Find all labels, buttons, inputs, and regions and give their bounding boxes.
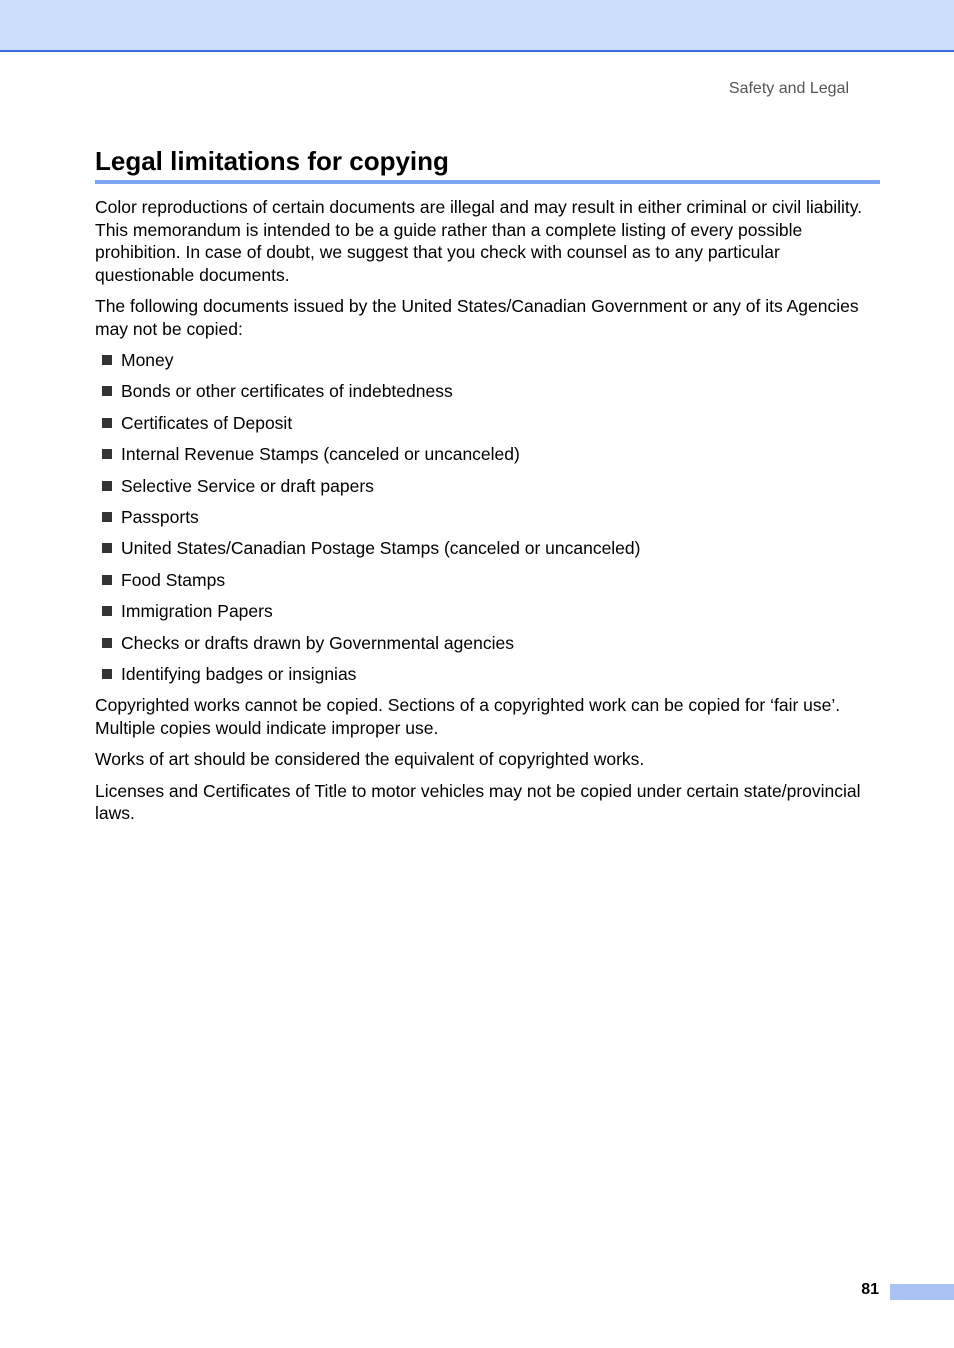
page-content xyxy=(95,196,880,834)
list-item-text: Checks or drafts drawn by Governmental agencies xyxy=(121,632,514,653)
square-bullet-icon xyxy=(102,512,112,522)
square-bullet-icon xyxy=(102,638,112,648)
list-item-text: Immigration Papers xyxy=(121,601,273,622)
square-bullet-icon xyxy=(102,481,112,491)
header-band xyxy=(0,0,954,52)
list-item xyxy=(95,600,880,623)
title-rule xyxy=(95,180,880,184)
square-bullet-icon xyxy=(102,386,112,396)
square-bullet-icon xyxy=(102,355,112,365)
running-header: Safety and Legal xyxy=(728,80,849,97)
list-item-text: Identifying badges or insignias xyxy=(121,663,357,684)
page-number: 81 xyxy=(861,1281,879,1298)
list-item xyxy=(95,569,880,592)
list-item xyxy=(95,412,880,435)
section-title: Legal limitations for copying xyxy=(95,146,449,176)
list-item xyxy=(95,443,880,466)
square-bullet-icon xyxy=(102,418,112,428)
list-item xyxy=(95,380,880,403)
square-bullet-icon xyxy=(102,669,112,679)
list-item xyxy=(95,632,880,655)
list-item xyxy=(95,506,880,529)
square-bullet-icon xyxy=(102,543,112,553)
list-item xyxy=(95,349,880,372)
list-item-text: Selective Service or draft papers xyxy=(121,475,374,496)
list-item xyxy=(95,475,880,498)
list-item-text: Passports xyxy=(121,506,199,527)
prohibited-documents-list xyxy=(95,349,880,685)
list-item xyxy=(95,663,880,686)
list-item-text: Food Stamps xyxy=(121,569,226,590)
intro-paragraph: Color reproductions of certain documents are illegal and may result in either criminal or civil liability. This memorandum is intended to be a guide rather than a complete listing of every possible prohibition. In case of doubt, we suggest that you check with counsel as to any particular questionable documents. xyxy=(95,197,863,285)
list-item-text: Certificates of Deposit xyxy=(121,412,293,433)
square-bullet-icon xyxy=(102,606,112,616)
licenses-paragraph: Licenses and Certificates of Title to motor vehicles may not be copied under certain state/provincial laws. xyxy=(95,780,861,824)
copyright-paragraph: Copyrighted works cannot be copied. Sections of a copyrighted work can be copied for ‘fair use’. Multiple copies would indicate improper use. xyxy=(95,695,841,738)
list-item-text: Bonds or other certificates of indebtedness xyxy=(121,381,453,402)
list-item xyxy=(95,537,880,560)
list-item-text: Internal Revenue Stamps (canceled or uncanceled) xyxy=(121,444,520,465)
art-paragraph: Works of art should be considered the equivalent of copyrighted works. xyxy=(95,749,645,770)
list-item-text: United States/Canadian Postage Stamps (canceled or uncanceled) xyxy=(121,538,641,559)
page-tab-marker xyxy=(890,1284,954,1300)
square-bullet-icon xyxy=(102,575,112,585)
list-lead-paragraph: The following documents issued by the United States/Canadian Government or any of its Agencies may not be copied: xyxy=(95,296,859,339)
list-item-text: Money xyxy=(121,350,174,370)
square-bullet-icon xyxy=(102,449,112,459)
